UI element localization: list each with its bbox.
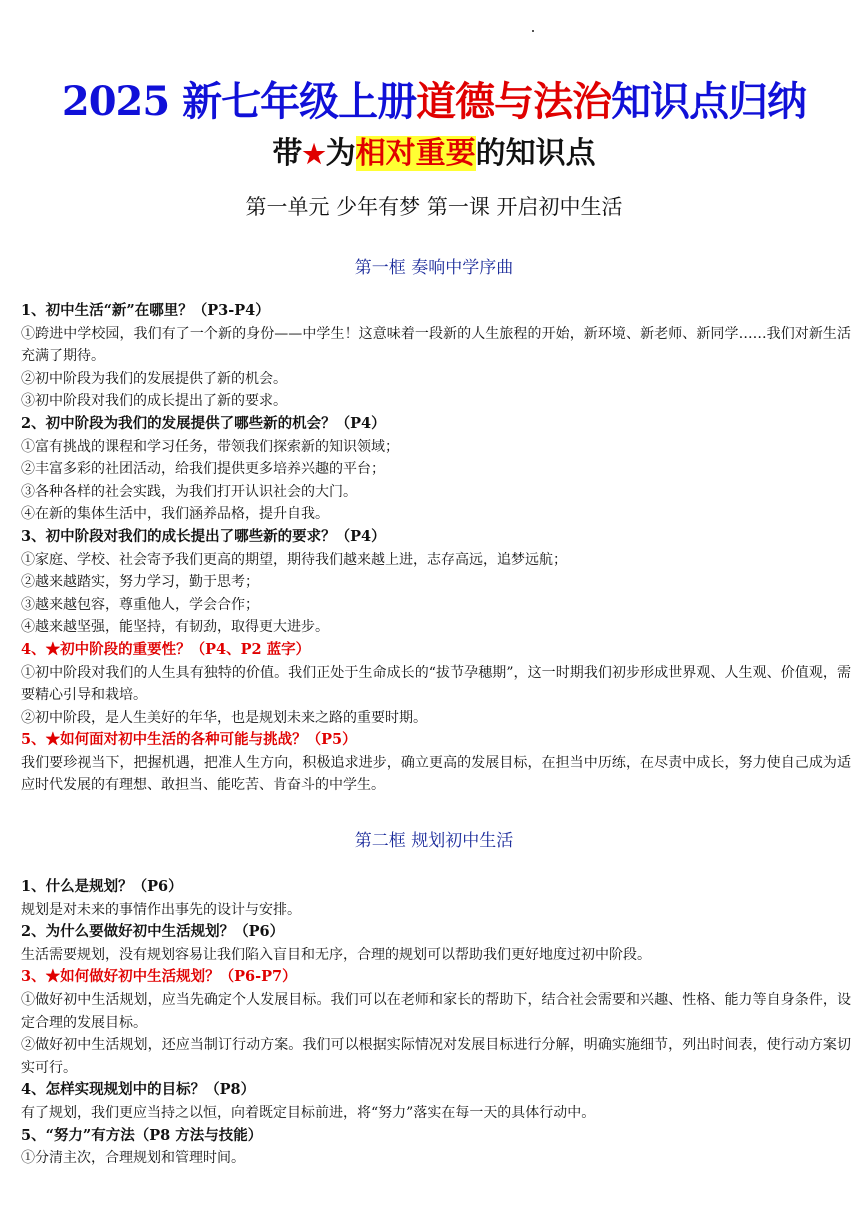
answer-line: ①富有挑战的课程和学习任务，带领我们探索新的知识领域； [21,438,399,455]
subtitle-pre: 带 [272,136,303,171]
frame2-heading: 第二框 规划初中生活 [354,831,514,851]
title-part-subject: 道德与法治 [416,78,612,125]
answer-line: 生活需要规划，没有规划容易让我们陷入盲目和无序，合理的规划可以帮助我们更好地度过初中阶段。 [21,946,651,963]
answer-line: ①分清主次，合理规划和管理时间。 [21,1150,245,1167]
important-question-title: 3、★如何做好初中生活规划？（P6-P7） [21,968,297,986]
question-title: 3、初中阶段对我们的成长提出了哪些新的要求？（P4） [21,527,386,545]
answer-line: ②丰富多彩的社团活动，给我们提供更多培养兴趣的平台； [21,461,385,478]
question-title: 1、初中生活“新”在哪里？（P3-P4） [21,302,270,319]
answer-line: ①初中阶段对我们的人生具有独特的价值。我们正处于生命成长的“拔节孕穗期”，这一时期我们初步形成世界观、人生观、价值观，需要精心引导和栽培。 [21,664,851,704]
important-question-title: 4、★初中阶段的重要性？（P4、P2 蓝字） [21,640,311,658]
answer-line: ①做好初中生活规划，应当先确定个人发展目标。我们可以在老师和家长的帮助下，结合社会需要和兴趣、性格、能力等自身条件，设定合理的发展目标。 [21,991,851,1031]
answer-line: ①家庭、学校、社会寄予我们更高的期望，期待我们越来越上进，志存高远，追梦远航； [21,551,567,568]
frame2-section [21,876,851,1170]
question-title: 4、怎样实现规划中的目标？（P8） [21,1081,256,1099]
answer-line: ①跨进中学校园，我们有了一个新的身份——中学生！这意味着一段新的人生旅程的开始，新环境、新老师、新同学……我们对新生活充满了期待。 [21,325,851,365]
question-title: 1、什么是规划？（P6） [21,878,183,895]
star-icon: ★ [302,140,326,170]
subtitle-highlight: 相对重要 [355,136,476,171]
answer-line: ③初中阶段对我们的成长提出了新的要求。 [21,393,287,410]
frame1-heading: 第一框 奏响中学序曲 [354,258,514,278]
question-title: 5、“努力”有方法（P8 方法与技能） [21,1126,263,1144]
answer-line: 我们要珍视当下，把握机遇，把准人生方向，积极追求进步，确立更高的发展目标，在担当中历练，在尽责中成长，努力使自己成为适应时代发展的有理想、敢担当、能吃苦、肯奋斗的中学生。 [21,754,851,794]
important-question-title: 5、★如何面对初中生活的各种可能与挑战？（P5） [21,731,357,749]
subtitle-mid: 为 [325,136,356,171]
title-part-grade: 2025 新七年级上册 [61,78,417,125]
page-subtitle [0,134,868,175]
answer-line: ④越来越坚强，能坚持，有韧劲，取得更大进步。 [21,619,329,636]
answer-line: ②初中阶段为我们的发展提供了新的机会。 [21,370,287,387]
answer-line: ②做好初中生活规划，还应当制订行动方案。我们可以根据实际情况对发展目标进行分解，明确实施细节，列出时间表，使行动方案切实可行。 [21,1037,851,1076]
question-title: 2、初中阶段为我们的发展提供了哪些新的机会？（P4） [21,414,386,432]
unit-heading: 第一单元 少年有梦 第一课 开启初中生活 [245,195,623,219]
answer-line: ④在新的集体生活中，我们涵养品格，提升自我。 [21,506,329,523]
title-part-summary: 知识点归纳 [611,78,807,125]
answer-line: 规划是对未来的事情作出事先的设计与安排。 [21,901,301,918]
scan-dot [532,30,534,32]
answer-line: ②初中阶段，是人生美好的年华，也是规划未来之路的重要时期。 [21,709,427,726]
subtitle-post: 的知识点 [475,136,596,171]
frame1-section [21,300,851,797]
answer-line: ③越来越包容，尊重他人，学会合作； [21,596,259,613]
answer-line: ③各种各样的社会实践，为我们打开认识社会的大门。 [21,483,357,500]
answer-line: 有了规划，我们更应当持之以恒，向着既定目标前进，将“努力”落实在每一天的具体行动中。 [21,1104,596,1121]
page-title [0,78,868,126]
answer-line: ②越来越踏实，努力学习，勤于思考； [21,574,259,591]
question-title: 2、为什么要做好初中生活规划？（P6） [21,923,285,941]
